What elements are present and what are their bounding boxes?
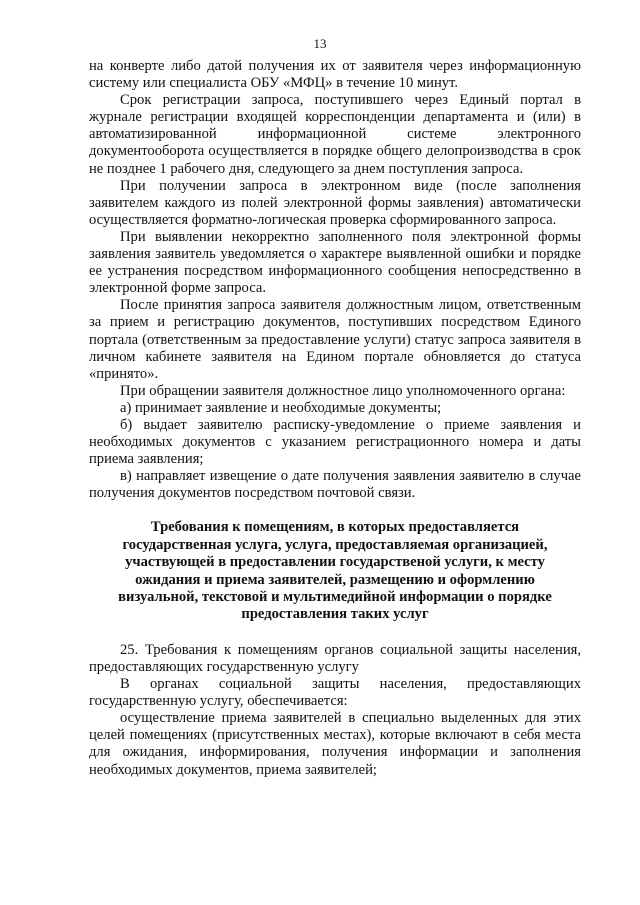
paragraph-registration-term: Срок регистрации запроса, поступившего через Единый портал в журнале регистрации входящей корреспонденции департамента и (или) в автоматизированной информационной системе электронного документооборота осуществляется в порядке общего делопроизводства в срок не позднее 1 рабочего дня, следующего за днем поступления запроса. [89,92,581,177]
section-heading: Требования к помещениям, в которых предоставляется государственная услуга, услуга, предоставляемая организацией, участвующей в предоставлении государственой услуги, к месту ожидания и приема заявителей, размещению и оформлению визуальной, текстовой и мультимедийной информации о порядке предоставления таких услуг [118,519,552,623]
paragraph-reception-premises: осуществление приема заявителей в специально выделенных для этих целей помещениях (присутственных местах), которые включают в себя места для ожидания, информирования, получения информации и заполнения необходимых документов, приема заявителей; [89,710,581,778]
paragraph-electronic-check: При получении запроса в электронном виде (после заполнения заявителем каждого из полей электронной формы заявления) автоматически осуществляется форматно-логическая проверка сформированного запроса. [89,177,581,228]
paragraph-status-accepted: После принятия запроса заявителя должностным лицом, ответственным за прием и регистрацию документов, поступивших посредством Единого портала (ответственным за предоставление услуги) статус запроса заявителя в личном кабинете заявителя на Едином портале обновляется до статуса «принято». [89,297,581,382]
document-body [89,58,581,779]
list-item-c: в) направляет извещение о дате получения заявления заявителю в случае получения документов посредством почтовой связи. [89,468,581,502]
page-number: 13 [313,36,327,51]
paragraph-continuation: на конверте либо датой получения их от заявителя через информационную систему или специалиста ОБУ «МФЦ» в течение 10 минут. [89,58,581,92]
paragraph-section-25: 25. Требования к помещениям органов социальной защиты населения, предоставляющих государственную услугу [89,641,581,675]
paragraph-provided: В органах социальной защиты населения, предоставляющих государственную услугу, обеспечивается: [89,676,581,710]
list-item-b: б) выдает заявителю расписку-уведомление о приеме заявления и необходимых документов с указанием регистрационного номера и даты приема заявления; [89,416,581,468]
list-item-a: а) принимает заявление и необходимые документы; [120,399,442,416]
paragraph-official-actions: При обращении заявителя должностное лицо уполномоченного органа: [120,382,566,399]
paragraph-error-notification: При выявлении некорректно заполненного поля электронной формы заявления заявитель уведомляется о характере выявленной ошибки и порядке ее устранения посредством информационного сообщения непосредственно в электронной форме запроса. [89,228,581,297]
